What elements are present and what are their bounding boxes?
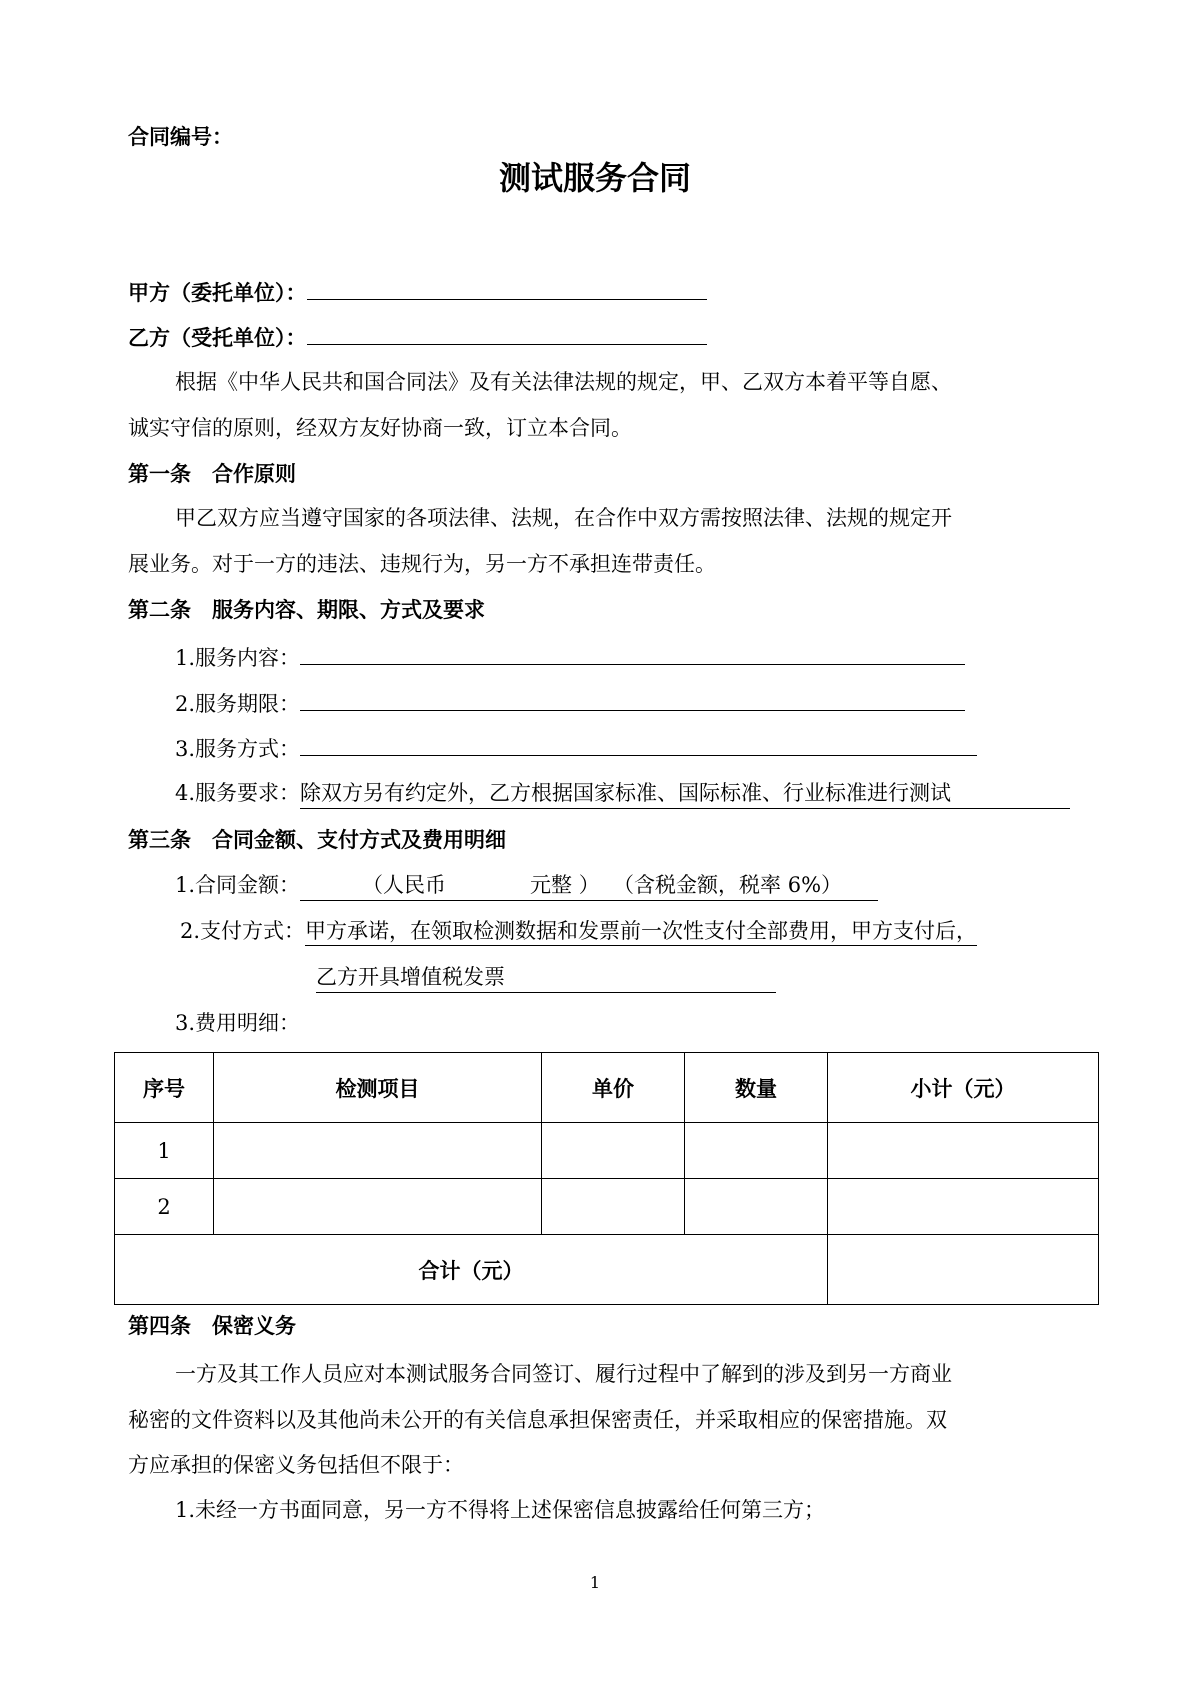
party-a-label: 甲方（委托单位）： [128, 281, 307, 305]
contract-amount-field[interactable] [300, 872, 878, 901]
fee-table [114, 1052, 1099, 1305]
payment-method-row [180, 918, 977, 944]
service-content-label: 1.服务内容： [175, 646, 301, 670]
article-1-heading: 第一条 合作原则 [128, 462, 296, 486]
payment-method-line-2-row [316, 964, 776, 993]
service-method-blank[interactable] [300, 733, 977, 756]
payment-method-label: 2.支付方式： [180, 919, 306, 943]
header-price: 单价 [542, 1053, 685, 1123]
service-method-row [175, 733, 977, 762]
total-value-cell[interactable] [828, 1235, 1099, 1305]
preamble-line-1: 根据《中华人民共和国合同法》及有关法律法规的规定，甲、乙双方本着平等自愿、 [175, 370, 952, 394]
amount-tax-text: （含税金额，税率 6%） [613, 873, 843, 897]
preamble-line-2: 诚实守信的原则，经双方友好协商一致，订立本合同。 [128, 416, 632, 440]
article-4-item-1: 1.未经一方书面同意，另一方不得将上述保密信息披露给任何第三方； [175, 1498, 826, 1522]
article-1-line-1: 甲乙双方应当遵守国家的各项法律、法规，在合作中双方需按照法律、法规的规定开 [175, 506, 952, 530]
service-requirement-value: 除双方另有约定外，乙方根据国家标准、国际标准、行业标准进行测试 [300, 780, 1070, 809]
row-price-cell[interactable] [542, 1179, 685, 1235]
fee-details-label: 3.费用明细： [175, 1011, 301, 1035]
party-b-label: 乙方（受托单位）： [128, 326, 307, 350]
contract-amount-label: 1.合同金额： [175, 873, 301, 897]
row-no: 1 [115, 1123, 214, 1179]
fee-table-header-row [115, 1053, 1099, 1123]
row-qty-cell[interactable] [685, 1179, 828, 1235]
article-4-heading: 第四条 保密义务 [128, 1314, 296, 1338]
party-a-blank[interactable] [307, 277, 707, 300]
article-4-line-2: 秘密的文件资料以及其他尚未公开的有关信息承担保密责任，并采取相应的保密措施。双 [128, 1408, 947, 1432]
service-period-label: 2.服务期限： [175, 692, 301, 716]
service-requirement-label: 4.服务要求： [175, 781, 301, 805]
service-content-row [175, 642, 965, 671]
service-requirement-row [175, 780, 1070, 809]
service-content-blank[interactable] [300, 642, 965, 665]
row-qty-cell[interactable] [685, 1123, 828, 1179]
party-b-blank[interactable] [307, 322, 707, 345]
table-row [115, 1179, 1099, 1235]
row-price-cell[interactable] [542, 1123, 685, 1179]
amount-unit-text: 元整 ） [530, 873, 600, 897]
row-item-cell[interactable] [214, 1123, 542, 1179]
party-b-row [128, 322, 707, 351]
service-period-row [175, 688, 965, 717]
article-2-heading: 第二条 服务内容、期限、方式及要求 [128, 598, 485, 622]
header-qty: 数量 [685, 1053, 828, 1123]
service-period-blank[interactable] [300, 688, 965, 711]
payment-method-line-1: 甲方承诺，在领取检测数据和发票前一次性支付全部费用，甲方支付后， [305, 919, 977, 946]
fee-table-total-row [115, 1235, 1099, 1305]
header-item: 检测项目 [214, 1053, 542, 1123]
header-no: 序号 [115, 1053, 214, 1123]
article-3-heading: 第三条 合同金额、支付方式及费用明细 [128, 828, 506, 852]
contract-amount-row [175, 872, 878, 901]
row-no: 2 [115, 1179, 214, 1235]
row-subtotal-cell[interactable] [828, 1123, 1099, 1179]
row-item-cell[interactable] [214, 1179, 542, 1235]
table-row [115, 1123, 1099, 1179]
amount-rmb-text: （人民币 [362, 873, 447, 897]
party-a-row [128, 277, 707, 306]
page-number: 1 [589, 1573, 601, 1592]
payment-method-line-2: 乙方开具增值税发票 [316, 964, 776, 993]
total-label: 合计（元） [115, 1235, 828, 1305]
page-title: 测试服务合同 [498, 159, 691, 197]
contract-number-label: 合同编号： [128, 125, 233, 149]
row-subtotal-cell[interactable] [828, 1179, 1099, 1235]
service-method-label: 3.服务方式： [175, 737, 301, 761]
article-4-line-1: 一方及其工作人员应对本测试服务合同签订、履行过程中了解到的涉及到另一方商业 [175, 1362, 952, 1386]
header-subtotal: 小计（元） [828, 1053, 1099, 1123]
article-4-line-3: 方应承担的保密义务包括但不限于： [128, 1453, 464, 1477]
article-1-line-2: 展业务。对于一方的违法、违规行为，另一方不承担连带责任。 [128, 552, 716, 576]
